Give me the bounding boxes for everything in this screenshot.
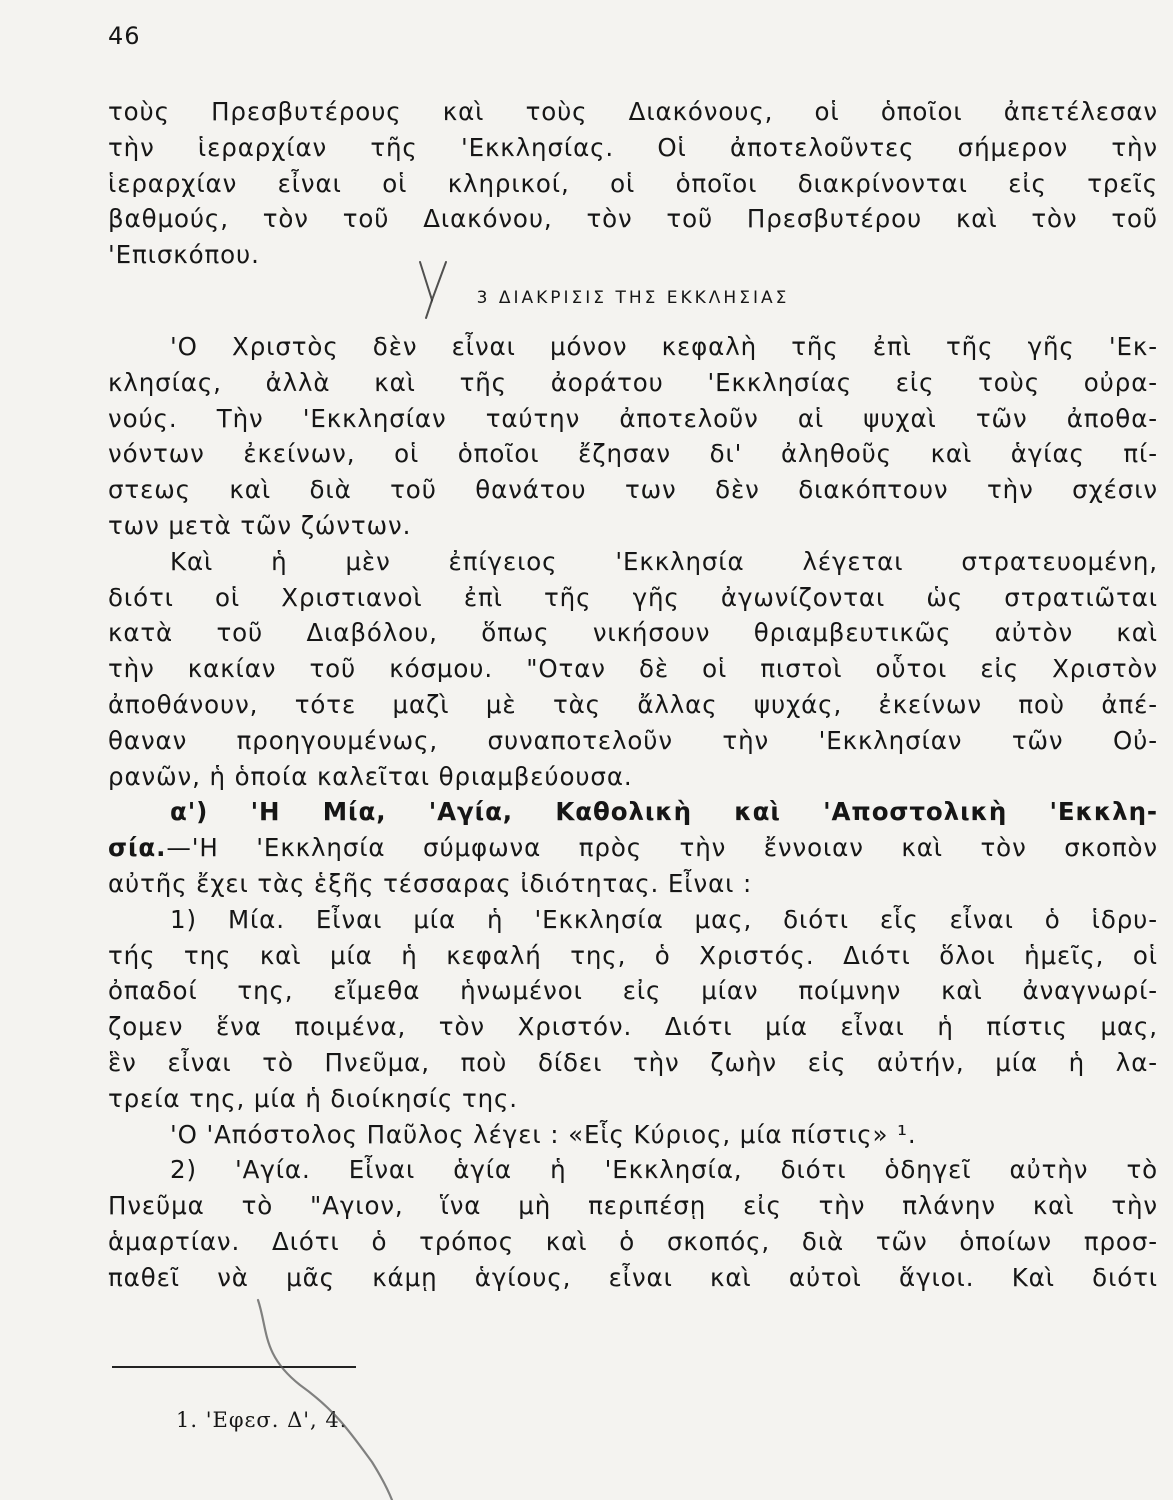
text-line: 1) Μία. Εἶναι μία ἡ 'Εκκλησία μας, διότι εἷς εἶναι ὁ ἱδρυ-: [170, 904, 1158, 934]
text-line: παθεῖ νὰ μᾶς κάμῃ ἁγίους, εἶναι καὶ αὐτοὶ ἅγιοι. Καὶ διότι: [108, 1262, 1158, 1292]
text-line: ρανῶν, ἡ ὁποία καλεῖται θριαμβεύουσα.: [108, 761, 633, 791]
text-line: ἓν εἶναι τὸ Πνεῦμα, ποὺ δίδει τὴν ζωὴν εἰς αὐτήν, μία ἡ λα-: [108, 1047, 1158, 1077]
text-line: ἀποθάνουν, τότε μαζὶ μὲ τὰς ἄλλας ψυχάς, ἐκείνων ποὺ ἀπέ-: [108, 689, 1158, 719]
text-line: στεως καὶ διὰ τοῦ θανάτου των δὲν διακόπτουν τὴν σχέσιν: [108, 475, 1158, 505]
text-line: ἱεραρχίαν εἶναι οἱ κληρικοί, οἱ ὁποῖοι διακρίνονται εἰς τρεῖς: [108, 168, 1158, 198]
page-number: 46: [108, 22, 141, 50]
text-line: κλησίας, ἀλλὰ καὶ τῆς ἀοράτου 'Εκκλησίας εἰς τοὺς οὐρα-: [108, 367, 1158, 397]
text-line: τρεία της, μία ἡ διοίκησίς της.: [108, 1083, 518, 1113]
text-line: ὀπαδοί της, εἴμεθα ἡνωμένοι εἰς μίαν ποίμνην καὶ ἀναγνωρί-: [108, 976, 1158, 1006]
paragraph: [108, 794, 1158, 901]
text-line: διότι οἱ Χριστιανοὶ ἐπὶ τῆς γῆς ἀγωνίζονται ὡς στρατιῶται: [108, 582, 1158, 612]
text-line-rest: —'Η 'Εκκλησία σύμφωνα πρὸς τὴν ἔννοιαν καὶ τὸν σκοπὸν: [166, 833, 1158, 863]
text-line: [108, 830, 1158, 866]
text-line: βαθμούς, τὸν τοῦ Διακόνου, τὸν τοῦ Πρεσβυτέρου καὶ τὸν τοῦ: [108, 204, 1158, 234]
text-line: Πνεῦμα τὸ "Αγιον, ἵνα μὴ περιπέσῃ εἰς τὴν πλάνην καὶ τὴν: [108, 1191, 1158, 1221]
text-line: 'Επισκόπου.: [108, 240, 260, 270]
text-line: κατὰ τοῦ Διαβόλου, ὅπως νικήσουν θριαμβευτικῶς αὐτὸν καὶ: [108, 618, 1158, 648]
paragraph: [108, 544, 1158, 795]
text-line: ἁμαρτίαν. Διότι ὁ τρόπος καὶ ὁ σκοπός, διὰ τῶν ὁποίων προσ-: [108, 1226, 1158, 1256]
text-line: ζομεν ἕνα ποιμένα, τὸν Χριστόν. Διότι μία εἶναι ἡ πίστις μας,: [108, 1012, 1158, 1042]
main-text: [108, 94, 1158, 1296]
text-line: 'Ο Χριστὸς δὲν εἶναι μόνον κεφαλὴ τῆς ἐπὶ τῆς γῆς 'Εκ-: [170, 331, 1158, 361]
footnote: 1. 'Εφεσ. Δ', 4.: [176, 1408, 348, 1432]
text-line: θαναν προηγουμένως, συναποτελοῦν τὴν 'Εκκλησίαν τῶν Οὐ-: [108, 725, 1158, 755]
text-line: τὴν ἱεραρχίαν τῆς 'Εκκλησίας. Οἱ ἀποτελοῦντες σήμερον τὴν: [108, 132, 1158, 162]
text-line: τοὺς Πρεσβυτέρους καὶ τοὺς Διακόνους, οἱ ὁποῖοι ἀπετέλεσαν: [108, 97, 1158, 126]
section-heading: [108, 283, 1158, 313]
text-line: τής της καὶ μία ἡ κεφαλή της, ὁ Χριστός. Διότι ὅλοι ἡμεῖς, οἱ: [108, 940, 1158, 970]
text-line: 2) 'Αγία. Εἶναι ἁγία ἡ 'Εκκλησία, διότι ὁδηγεῖ αὐτὴν τὸ: [170, 1155, 1158, 1185]
text-line: των μετὰ τῶν ζώντων.: [108, 510, 412, 540]
text-line: Καὶ ἡ μὲν ἐπίγειος 'Εκκλησία λέγεται στρατευομένη,: [170, 546, 1158, 576]
text-line: 'Ο 'Απόστολος Παῦλος λέγει : «Εἷς Κύριος, μία πίστις» ¹.: [170, 1119, 917, 1149]
subsection-heading-lead: σία.: [108, 833, 167, 863]
paragraph: [108, 329, 1158, 544]
paragraph: [108, 902, 1158, 1117]
section-heading-text: 3 ΔΙΑΚΡΙΣΙΣ ΤΗΣ ΕΚΚΛΗΣΙΑΣ: [476, 287, 790, 308]
text-line: νόντων ἐκείνων, οἱ ὁποῖοι ἔζησαν δι' ἀληθοῦς καὶ ἁγίας πί-: [108, 439, 1158, 469]
footnote-divider: [112, 1366, 356, 1368]
subsection-heading: α') 'Η Μία, 'Αγία, Καθολικὴ καὶ 'Αποστολικὴ 'Εκκλη-: [170, 797, 1158, 827]
paragraph: [108, 1152, 1158, 1295]
text-line: νούς. Τὴν 'Εκκλησίαν ταύτην ἀποτελοῦν αἱ ψυχαὶ τῶν ἀποθα-: [108, 403, 1158, 433]
text-line: αὐτῆς ἔχει τὰς ἑξῆς τέσσαρας ἰδιότητας. Εἶναι :: [108, 868, 753, 898]
paragraph: [108, 94, 1158, 273]
paragraph: [108, 1117, 1158, 1153]
text-line: τὴν κακίαν τοῦ κόσμου. "Οταν δὲ οἱ πιστοὶ οὗτοι εἰς Χριστὸν: [108, 654, 1158, 684]
